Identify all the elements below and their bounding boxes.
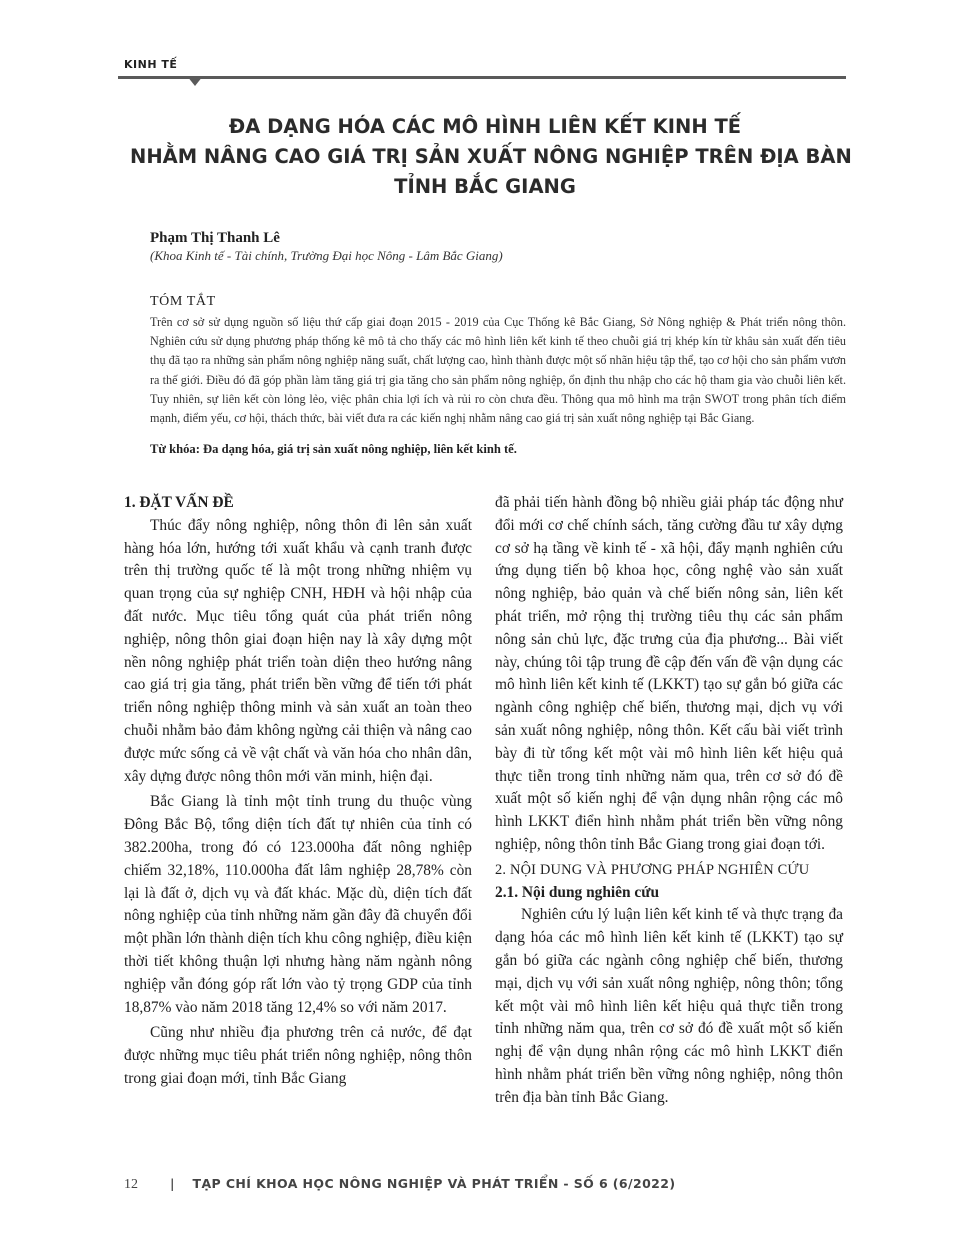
page-footer: [124, 1176, 675, 1193]
abstract-text: Trên cơ sở sử dụng nguồn số liệu thứ cấp giai đoạn 2015 - 2019 của Cục Thống kê Bắc Giang, Sở Nông nghiệp & Phát triển nông thôn. Nghiên cứu sử dụng phương pháp thống kê mô tả cho thấy các mô hình liên kết kinh tế theo chuỗi giá trị khép kín từ khâu sản xuất đến tiêu thụ đã tạo ra những sản phẩm nông nghiệp năng suất, chất lượng cao, hình thành được một số nhãn hiệu tập thể, tạo cơ hội cho sản phẩm vươn ra thế giới. Điều đó đã góp phần làm tăng giá trị gia tăng cho sản phẩm nông nghiệp, ổn định thu nhập cho các hộ tham gia vào chuỗi liên kết. Tuy nhiên, sự liên kết còn lỏng lẻo, việc phân chia lợi ích và rủi ro còn chưa đều. Thông qua mô hình ma trận SWOT trong phân tích điểm mạnh, điểm yếu, cơ hội, thách thức, bài viết đưa ra các kiến nghị nhằm nâng cao giá trị sản xuất nông nghiệp tại Bắc Giang.: [150, 315, 846, 426]
title-line-1: ĐA DẠNG HÓA CÁC MÔ HÌNH LIÊN KẾT KINH TẾ: [228, 115, 742, 138]
page-number: 12: [124, 1177, 138, 1192]
section-1-paragraph-1: Thúc đẩy nông nghiệp, nông thôn đi lên sản xuất hàng hóa lớn, hướng tới xuất khẩu và cạnh tranh được trên thị trường quốc tế là một trong những nhiệm vụ quan trọng của sự nghiệp CNH, HĐH và hội nhập của đất nước. Mục tiêu tổng quát của phát triển nông nghiệp, nông thôn giai đoạn hiện nay là xây dựng một nền nông nghiệp phát triển toàn diện theo hướng nâng cao giá trị gia tăng, phát triển bền vững để tiến tới phát triển nông nghiệp thông minh và sản xuất an toàn theo chuỗi nhằm bảo đảm không ngừng cải thiện và nâng cao được mức sống cả về vật chất và văn hóa cho nhân dân, xây dựng được nông thôn mới văn minh, hiện đại.: [124, 516, 472, 785]
footer-separator: |: [169, 1176, 175, 1191]
journal-name: TẠP CHÍ KHOA HỌC NÔNG NGHIỆP VÀ PHÁT TRIỂN - SỐ 6 (6/2022): [192, 1176, 676, 1191]
section-1-paragraph-3-continued: đã phải tiến hành đồng bộ nhiều giải pháp tác động như đổi mới cơ chế chính sách, tăng cường đầu tư xây dựng cơ sở hạ tầng về kinh tế - xã hội, đẩy mạnh nghiên cứu ứng dụng tiến bộ khoa học, công nghệ vào sản xuất nông nghiệp, bảo quản và chế biến nông sản, liên kết phát triển, mở rộng thị trường tiêu thụ các sản phẩm nông sản chủ lực, đặc trưng của địa phương... Bài viết này, chúng tôi tập trung đề cập đến vấn đề vận dụng các mô hình liên kết kinh tế (LKKT) tạo sự gắn bó giữa các ngành công nghiệp chế biến, thương mại, dịch vụ với sản xuất nông nghiệp, nông thôn. Kết cấu bài viết trình bày đi từ tổng kết một vài mô hình liên kết hiệu quả thực tiễn trong tỉnh những năm qua, trên cơ sở đó đề xuất một số kiến nghị để vận dụng nhân rộng các mô hình LKKT điển hình nhằm phát triển bền vững nông nghiệp, nông thôn tỉnh Bắc Giang trong giai đoạn tới.: [495, 494, 843, 853]
section-1-paragraph-3: Cũng như nhiều địa phương trên cả nước, để đạt được những mục tiêu phát triển nông nghiệp, nông thôn trong giai đoạn mới, tỉnh Bắc Giang: [124, 1024, 472, 1087]
section-tag: KINH TẾ: [124, 58, 178, 71]
section-2-1-paragraph-1: Nghiên cứu lý luận liên kết kinh tế và thực trạng đa dạng hóa các mô hình liên kết kinh tế (LKKT) tạo sự gắn bó giữa các ngành công nghiệp chế biến, thương mại, dịch vụ với sản xuất nông nghiệp, nông thôn; tổng kết một vài mô hình liên kết hiệu quả thực tiễn trong tỉnh những năm qua, trên cơ sở đó đề xuất một số kiến nghị để vận dụng nhân rộng các mô hình LKKT điển hình nhằm phát triển bền vững nông nghiệp, nông thôn trên địa bàn tỉnh Bắc Giang.: [495, 906, 843, 1106]
keywords: Từ khóa: Đa dạng hóa, giá trị sản xuất nông nghiệp, liên kết kinh tế.: [150, 442, 517, 456]
header-rule-notch: [187, 76, 203, 86]
title-line-3: TỈNH BẮC GIANG: [394, 175, 576, 198]
abstract-heading: TÓM TẮT: [150, 294, 216, 309]
header-rule: [118, 76, 846, 79]
section-1-heading: 1. ĐẶT VẤN ĐỀ: [124, 494, 234, 511]
article-title: [130, 112, 852, 202]
title-line-2: NHẰM NÂNG CAO GIÁ TRỊ SẢN XUẤT NÔNG NGHIỆP TRÊN ĐỊA BÀN: [130, 145, 852, 168]
section-2-heading: 2. NỘI DUNG VÀ PHƯƠNG PHÁP NGHIÊN CỨU: [495, 861, 810, 878]
section-1-paragraph-2: Bắc Giang là tỉnh một tỉnh trung du thuộc vùng Đông Bắc Bộ, tổng diện tích đất tự nhiên của tỉnh có 382.200ha, trong đó có 123.000ha đất nông nghiệp chiếm 32,18%, 110.000ha đất lâm nghiệp 28,78% còn lại là đất ở, dịch vụ và đất khác. Mặc dù, diện tích đất nông nghiệp của tỉnh những năm gần đây đã chuyển đổi một phần lớn thành diện tích khu công nghiệp, điều kiện thời tiết không thuận lợi nhưng hàng năm ngành nông nghiệp vẫn đóng góp rất lớn vào tỷ trọng GDP của tỉnh 18,87% vào năm 2018 tăng 12,4% so với năm 2017.: [124, 793, 472, 1016]
body-column-left: [124, 492, 472, 1091]
body-column-right: [495, 492, 843, 1110]
author-affiliation: (Khoa Kinh tế - Tài chính, Trường Đại học Nông - Lâm Bắc Giang): [150, 248, 503, 263]
section-2-1-heading: 2.1. Nội dung nghiên cứu: [495, 883, 660, 901]
author-name: Phạm Thị Thanh Lê: [150, 230, 280, 246]
